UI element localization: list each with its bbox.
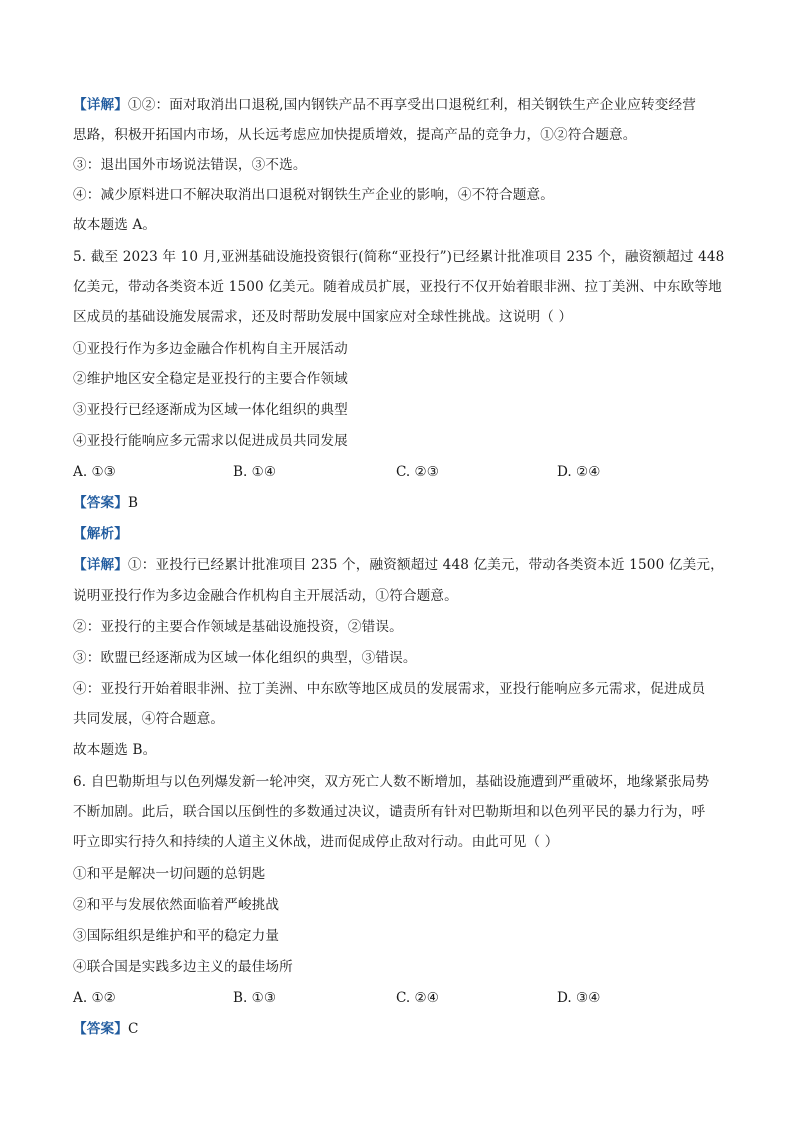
- q5-statement-3: ③亚投行已经逐渐成为区域一体化组织的典型: [73, 402, 348, 418]
- q5-detail-line-1: 【详解】①：亚投行已经累计批准项目 235 个，融资额超过 448 亿美元，带动各类资本近 1500 亿美元，: [73, 557, 724, 573]
- q5-stem-line-3: 区成员的基础设施发展需求，还及时帮助发展中国家应对全球性挑战。这说明（ ）: [73, 309, 573, 325]
- q5-detail-line-5: ④：亚投行开始着眼非洲、拉丁美洲、中东欧等地区成员的发展需求，亚投行能响应多元需求，促进成员: [73, 681, 706, 697]
- q5-option-d: D. ②④: [557, 464, 601, 480]
- prev-detail-line-3: ③：退出国外市场说法错误，③不选。: [73, 157, 307, 173]
- analysis-tag: 【解析】: [73, 526, 128, 542]
- q6-stem-line-2: 不断加剧。此后，联合国以压倒性的多数通过决议，谴责所有针对巴勒斯坦和以色列平民的暴力行为，呼: [73, 804, 706, 820]
- prev-detail-line-4: ④：减少原料进口不解决取消出口退税对钢铁生产企业的影响，④不符合题意。: [73, 187, 555, 203]
- q6-statement-3: ③国际组织是维护和平的稳定力量: [73, 928, 280, 944]
- q5-statement-4: ④亚投行能响应多元需求以促进成员共同发展: [73, 433, 348, 449]
- q5-detail-line-3: ②：亚投行的主要合作领域是基础设施投资，②错误。: [73, 619, 403, 635]
- answer-tag: 【答案】: [73, 1021, 128, 1037]
- detail-tag: 【详解】: [73, 97, 128, 113]
- prev-detail-conclusion: 故本题选 A。: [73, 217, 157, 233]
- q6-statement-4: ④联合国是实践多边主义的最佳场所: [73, 959, 293, 975]
- q6-option-a: A. ①②: [73, 990, 116, 1006]
- prev-detail-line-1: 【详解】①②：面对取消出口退税,国内钢铁产品不再享受出口退税红利，相关钢铁生产企业应转变经营: [73, 97, 696, 113]
- q6-answer-value: C: [127, 1021, 139, 1037]
- q5-statement-1: ①亚投行作为多边金融合作机构自主开展活动: [73, 341, 348, 357]
- q5-option-b: B. ①④: [233, 464, 277, 480]
- q5-option-a: A. ①③: [73, 464, 116, 480]
- q6-statement-1: ①和平是解决一切问题的总钥匙: [73, 866, 266, 882]
- q5-analysis-heading: [73, 524, 723, 544]
- q6-stem-line-1: 6. 自巴勒斯坦与以色列爆发新一轮冲突，双方死亡人数不断增加，基础设施遭到严重破坏，地缘紧张局势: [73, 774, 710, 790]
- q5-detail-line-4: ③：欧盟已经逐渐成为区域一体化组织的典型，③错误。: [73, 650, 417, 666]
- detail-tag: 【详解】: [73, 557, 128, 573]
- q5-statement-2: ②维护地区安全稳定是亚投行的主要合作领域: [73, 371, 348, 387]
- q6-option-d: D. ③④: [557, 990, 601, 1006]
- q6-option-c: C. ②④: [396, 990, 439, 1006]
- q6-stem-line-3: 吁立即实行持久和持续的人道主义休战，进而促成停止敌对行动。由此可见（ ）: [73, 834, 559, 850]
- q5-answer: [73, 493, 723, 513]
- q6-statement-2: ②和平与发展依然面临着严峻挑战: [73, 897, 280, 913]
- q5-stem-line-2: 亿美元，带动各类资本近 1500 亿美元。随着成员扩展，亚投行不仅开始着眼非洲、拉丁美洲、中东欧等地: [73, 279, 722, 295]
- q5-answer-value: B: [127, 495, 139, 511]
- prev-detail-line-2: 思路，积极开拓国内市场，从长远考虑应加快提质增效，提高产品的竞争力，①②符合题意。: [73, 127, 637, 143]
- q6-option-b: B. ①③: [233, 990, 277, 1006]
- q5-detail-line-6: 共同发展，④符合题意。: [73, 711, 225, 727]
- q5-option-c: C. ②③: [396, 464, 439, 480]
- q5-stem-line-1: 5. 截至 2023 年 10 月,亚洲基础设施投资银行(简称“亚投行”)已经累计批准项目 235 个，融资额超过 448: [73, 249, 725, 265]
- q5-detail-conclusion: 故本题选 B。: [73, 742, 157, 758]
- q5-detail-line-2: 说明亚投行作为多边金融合作机构自主开展活动，①符合题意。: [73, 588, 458, 604]
- answer-tag: 【答案】: [73, 495, 128, 511]
- q6-answer: [73, 1019, 723, 1039]
